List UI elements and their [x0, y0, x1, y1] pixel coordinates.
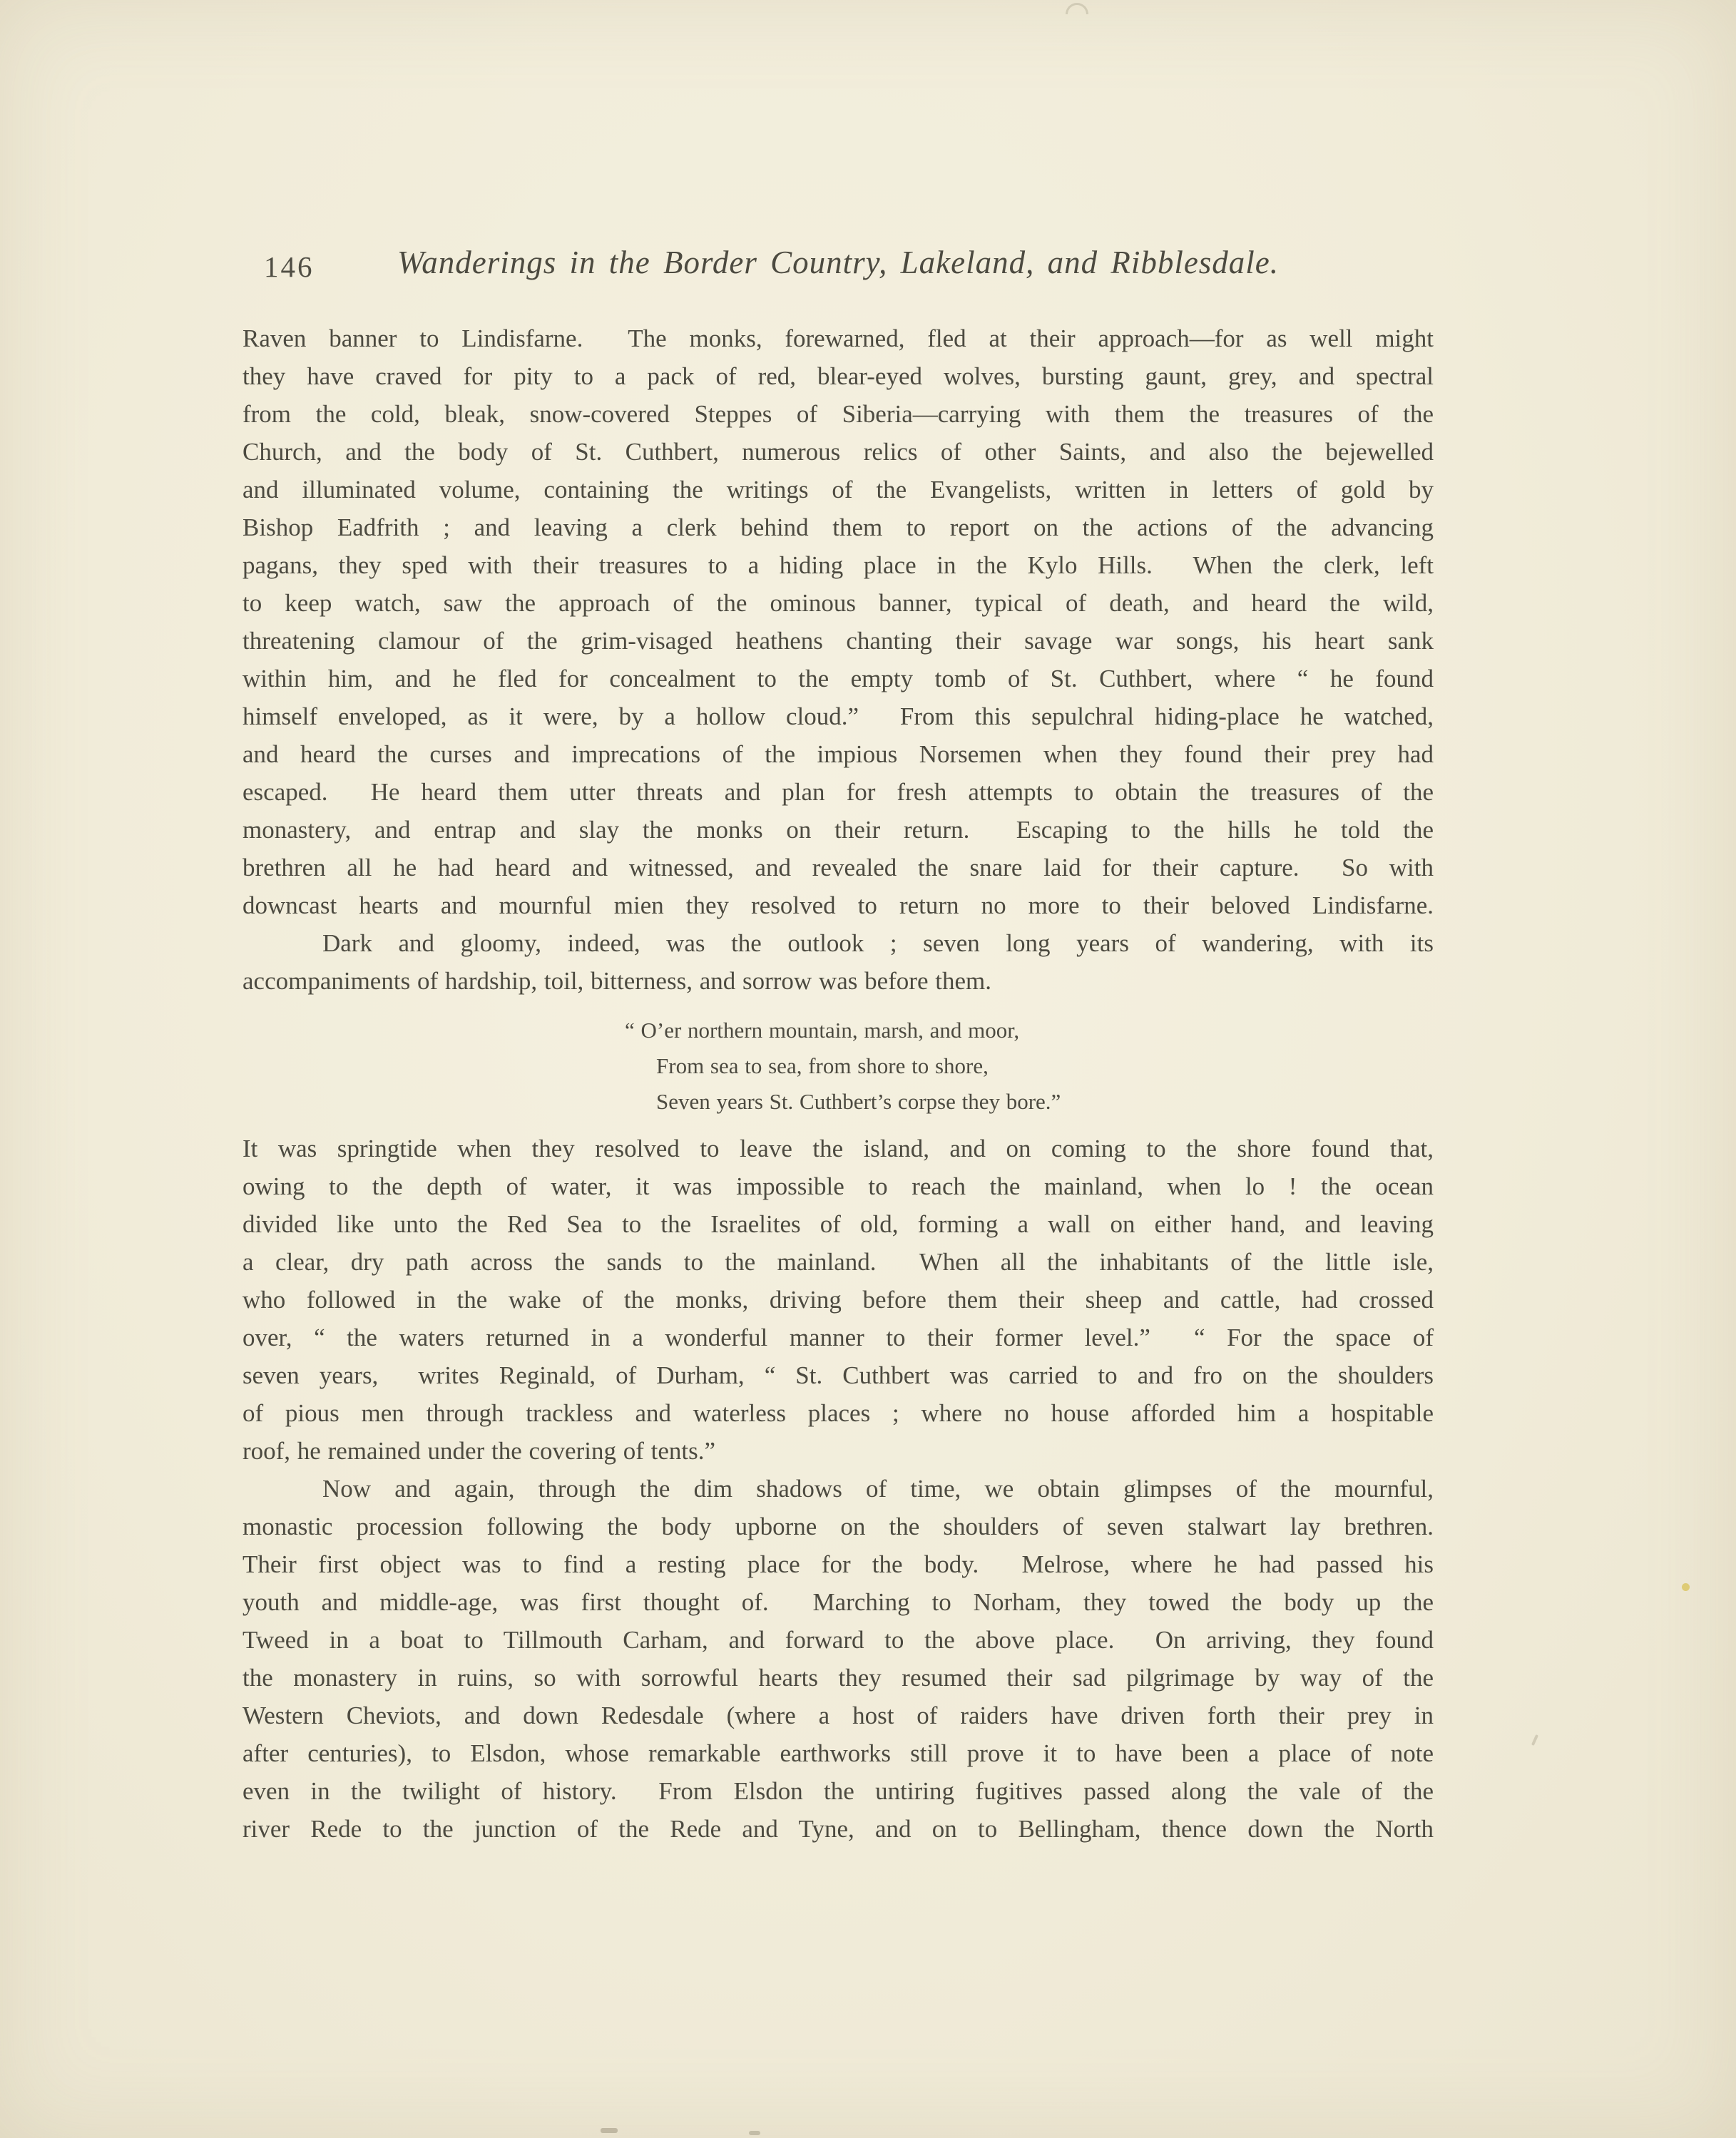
text-line: himself enveloped, as it were, by a hollow cloud.” From this sepulchral hiding-place he watched,: [242, 702, 1434, 730]
text-line: Western Cheviots, and down Redesdale (where a host of raiders have driven forth their prey in: [242, 1702, 1434, 1729]
text-line: Now and again, through the dim shadows of time, we obtain glimpses of the mournful,: [322, 1475, 1434, 1503]
text-line: Dark and gloomy, indeed, was the outlook ; seven long years of wandering, with its: [322, 929, 1434, 957]
text-line: roof, he remained under the covering of tents.”: [242, 1437, 715, 1465]
text-line: of pious men through trackless and waterless places ; where no house afforded him a hospitable: [242, 1399, 1434, 1427]
text-line: Tweed in a boat to Tillmouth Carham, and forward to the above place. On arriving, they found: [242, 1626, 1434, 1654]
text-line: to keep watch, saw the approach of the ominous banner, typical of death, and heard the wild,: [242, 589, 1434, 617]
text-line: over, “ the waters returned in a wonderful manner to their former level.” “ For the space of: [242, 1324, 1434, 1351]
text-line: monastic procession following the body upborne on the shoulders of seven stalwart lay brethren.: [242, 1513, 1434, 1540]
text-line: threatening clamour of the grim-visaged heathens chanting their savage war songs, his heart sank: [242, 627, 1434, 655]
text-line: Raven banner to Lindisfarne. The monks, forewarned, fled at their approach—for as well might: [242, 324, 1434, 352]
text-line: within him, and he fled for concealment to the empty tomb of St. Cuthbert, where “ he found: [242, 665, 1434, 692]
text-line: the monastery in ruins, so with sorrowful hearts they resumed their sad pilgrimage by way of the: [242, 1664, 1434, 1692]
text-line: It was springtide when they resolved to leave the island, and on coming to the shore found that,: [242, 1135, 1434, 1162]
text-line: owing to the depth of water, it was impossible to reach the mainland, when lo ! the ocean: [242, 1172, 1434, 1200]
verse-block: [625, 1013, 1434, 1120]
text-line: and heard the curses and imprecations of the impious Norsemen when they found their prey had: [242, 740, 1434, 768]
text-line: and illuminated volume, containing the writings of the Evangelists, written in letters of gold by: [242, 476, 1434, 503]
text-line: divided like unto the Red Sea to the Israelites of old, forming a wall on either hand, and leaving: [242, 1210, 1434, 1238]
scan-artifact: [749, 2131, 760, 2135]
text-line: pagans, they sped with their treasures to a hiding place in the Kylo Hills. When the clerk, left: [242, 551, 1434, 579]
verse-line: Seven years St. Cuthbert’s corpse they bore.”: [656, 1089, 1061, 1114]
paragraph: [242, 1130, 1434, 1470]
text-line: monastery, and entrap and slay the monks on their return. Escaping to the hills he told the: [242, 816, 1434, 844]
page-text-block: [242, 319, 1434, 1848]
text-line: a clear, dry path across the sands to the mainland. When all the inhabitants of the little isle,: [242, 1248, 1434, 1276]
verse-line: “ O’er northern mountain, marsh, and moor,: [625, 1018, 1020, 1043]
text-line: youth and middle-age, was first thought of. Marching to Norham, they towed the body up the: [242, 1588, 1434, 1616]
text-line: they have craved for pity to a pack of red, blear-eyed wolves, bursting gaunt, grey, and spectral: [242, 362, 1434, 390]
text-line: after centuries), to Elsdon, whose remarkable earthworks still prove it to have been a place of note: [242, 1739, 1434, 1767]
text-line: even in the twilight of history. From Elsdon the untiring fugitives passed along the vale of the: [242, 1777, 1434, 1805]
page-header: [242, 244, 1434, 288]
text-line: Their first object was to find a resting place for the body. Melrose, where he had passed his: [242, 1550, 1434, 1578]
text-line: Church, and the body of St. Cuthbert, numerous relics of other Saints, and also the bejewelled: [242, 438, 1434, 466]
paragraph: [242, 1470, 1434, 1848]
scan-artifact: [1531, 1734, 1538, 1746]
verse-line: From sea to sea, from shore to shore,: [656, 1053, 989, 1078]
text-line: downcast hearts and mournful mien they resolved to return no more to their beloved Lindisfarne.: [242, 891, 1434, 919]
text-line: river Rede to the junction of the Rede and Tyne, and on to Bellingham, thence down the North: [242, 1815, 1434, 1843]
page-number: 146: [264, 250, 315, 283]
paragraph: [242, 319, 1434, 924]
scan-artifact: [601, 2128, 618, 2133]
text-line: Bishop Eadfrith ; and leaving a clerk behind them to report on the actions of the advancing: [242, 513, 1434, 541]
text-line: who followed in the wake of the monks, driving before them their sheep and cattle, had crossed: [242, 1286, 1434, 1314]
paragraph: [242, 924, 1434, 1000]
scan-artifact: [1682, 1583, 1690, 1591]
scan-artifact: [1066, 3, 1088, 14]
text-line: seven years, writes Reginald, of Durham, “ St. Cuthbert was carried to and fro on the shoulders: [242, 1361, 1434, 1389]
text-line: escaped. He heard them utter threats and plan for fresh attempts to obtain the treasures of the: [242, 778, 1434, 806]
text-line: from the cold, bleak, snow-covered Steppes of Siberia—carrying with them the treasures of the: [242, 400, 1434, 428]
text-line: accompaniments of hardship, toil, bitterness, and sorrow was before them.: [242, 967, 991, 995]
running-title: Wanderings in the Border Country, Lakeland, and Ribblesdale.: [397, 245, 1280, 280]
text-line: brethren all he had heard and witnessed, and revealed the snare laid for their capture. So with: [242, 854, 1434, 881]
